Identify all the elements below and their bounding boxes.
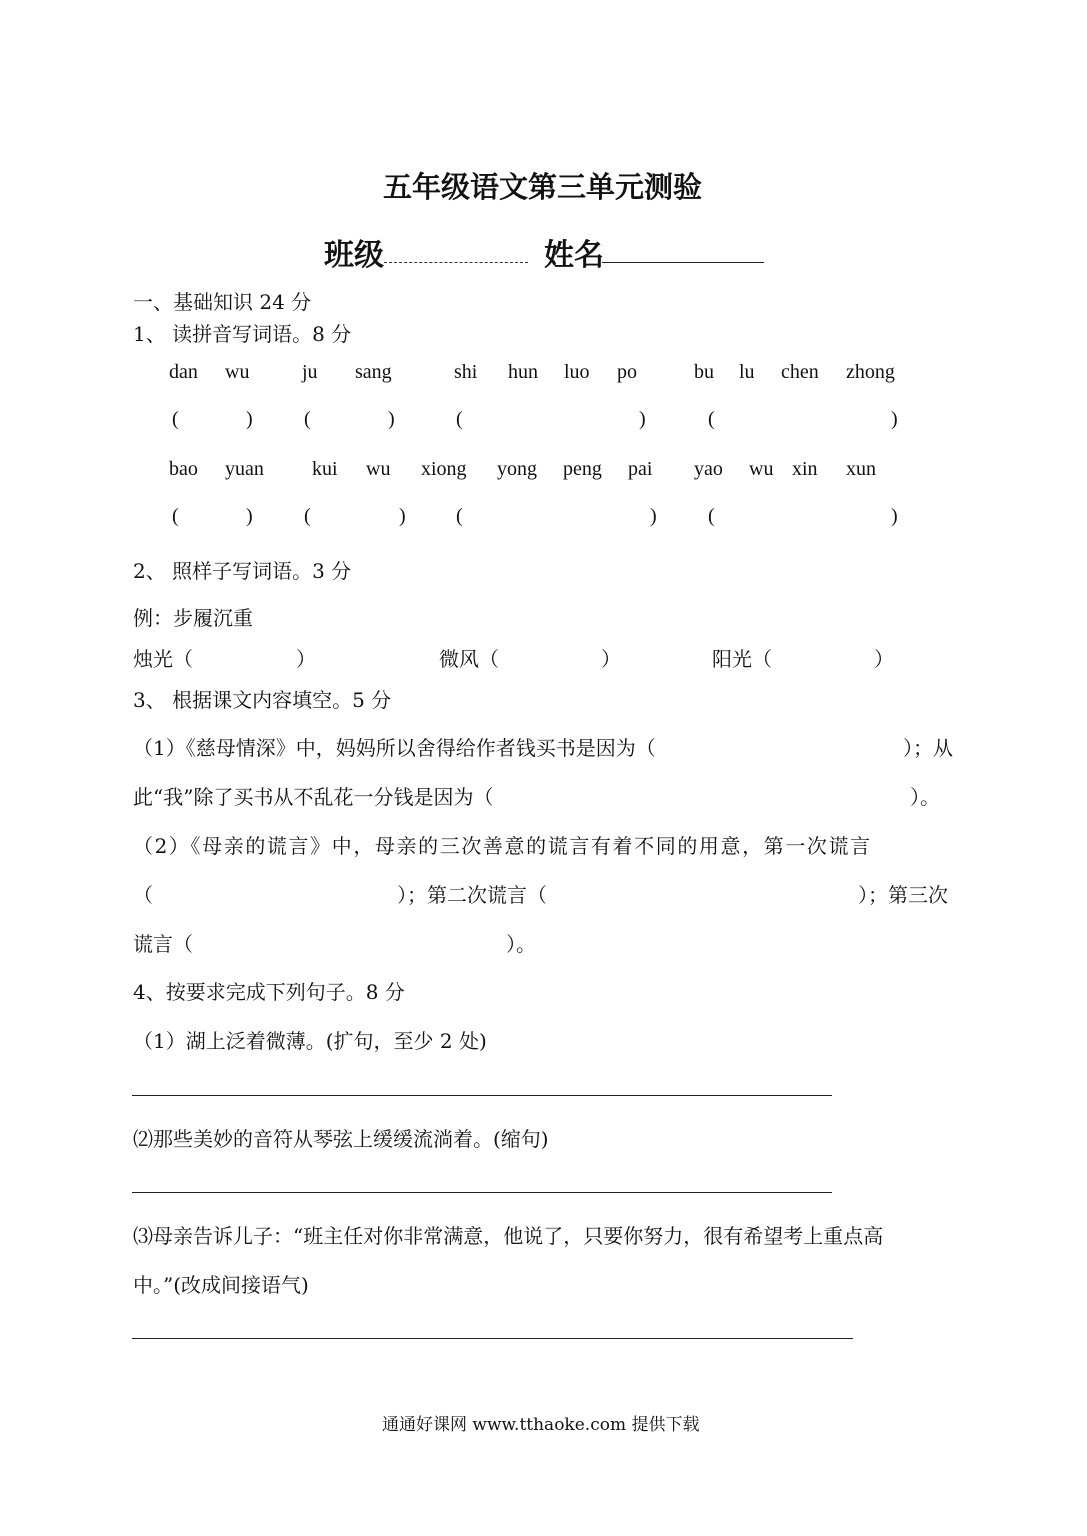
pinyin-syllable: lu <box>739 361 755 383</box>
question-3-heading: 3、 根据课文内容填空。5 分 <box>133 688 392 712</box>
fill-in-text: ）；从 <box>903 736 953 760</box>
word-prompt: 微风（ <box>439 647 499 671</box>
answer-line-1[interactable] <box>132 1095 832 1096</box>
name-label: 姓名 <box>544 238 604 273</box>
sentence-task-3-cont: 中。”(改成间接语气) <box>133 1273 309 1297</box>
fill-in-text: 此“我”除了买书从不乱花一分钱是因为（ <box>133 785 494 809</box>
word-prompt: 阳光（ <box>712 647 772 671</box>
word-prompt-close: ） <box>874 647 894 671</box>
answer-bracket-close: ) <box>650 505 657 527</box>
pinyin-syllable: sang <box>355 361 392 383</box>
word-prompt-close: ） <box>296 647 316 671</box>
answer-bracket-close: ) <box>399 505 406 527</box>
answer-line-2[interactable] <box>132 1192 832 1193</box>
answer-bracket-close: ) <box>388 408 395 430</box>
answer-line-3[interactable] <box>132 1338 853 1339</box>
question-2-heading: 2、 照样子写词语。3 分 <box>133 559 352 583</box>
pinyin-syllable: po <box>617 361 637 383</box>
section-heading: 一、基础知识 24 分 <box>133 290 312 314</box>
word-prompt-close: ） <box>601 647 621 671</box>
sentence-task-3: ⑶母亲告诉儿子：“班主任对你非常满意，他说了，只要你努力，很有希望考上重点高 <box>133 1224 884 1248</box>
class-label: 班级 <box>324 238 384 273</box>
pinyin-syllable: xun <box>846 458 876 480</box>
answer-bracket-open: ( <box>708 408 715 430</box>
pinyin-syllable: luo <box>564 361 590 383</box>
pinyin-syllable: shi <box>454 361 478 383</box>
pinyin-syllable: bao <box>169 458 198 480</box>
question-4-heading: 4、按要求完成下列句子。8 分 <box>133 980 405 1004</box>
pinyin-syllable: kui <box>312 458 338 480</box>
pinyin-syllable: yao <box>694 458 723 480</box>
pinyin-syllable: ju <box>302 361 318 383</box>
answer-bracket-close: ) <box>246 408 253 430</box>
class-blank[interactable] <box>384 262 528 263</box>
fill-in-text: 谎言（ <box>133 932 193 956</box>
fill-in-text: ）；第二次谎言（ <box>397 883 547 907</box>
footer-credit: 通通好课网 www.tthaoke.com 提供下载 <box>382 1415 700 1435</box>
answer-bracket-open: ( <box>456 505 463 527</box>
pinyin-syllable: yong <box>497 458 537 480</box>
question-2-example: 例：步履沉重 <box>133 606 253 630</box>
page-title: 五年级语文第三单元测验 <box>383 170 703 204</box>
answer-bracket-close: ) <box>891 505 898 527</box>
question-1-heading: 1、 读拼音写词语。8 分 <box>133 322 352 346</box>
pinyin-syllable: xin <box>792 458 818 480</box>
sentence-task-1: （1）湖上泛着微薄。(扩句，至少 2 处) <box>133 1029 487 1053</box>
answer-bracket-open: ( <box>456 408 463 430</box>
pinyin-syllable: wu <box>749 458 774 480</box>
fill-in-text: ）。 <box>910 785 940 809</box>
pinyin-syllable: peng <box>563 458 602 480</box>
pinyin-syllable: xiong <box>421 458 467 480</box>
sentence-task-2: ⑵那些美妙的音符从琴弦上缓缓流淌着。(缩句) <box>133 1127 549 1151</box>
answer-bracket-open: ( <box>304 408 311 430</box>
answer-bracket-close: ) <box>639 408 646 430</box>
pinyin-syllable: pai <box>628 458 653 480</box>
pinyin-syllable: dan <box>169 361 198 383</box>
pinyin-syllable: hun <box>508 361 538 383</box>
fill-in-text: （1）《慈母情深》中，妈妈所以舍得给作者钱买书是因为（ <box>133 736 656 760</box>
pinyin-syllable: wu <box>225 361 250 383</box>
word-prompt: 烛光（ <box>133 647 193 671</box>
answer-bracket-open: ( <box>172 408 179 430</box>
answer-bracket-close: ) <box>891 408 898 430</box>
name-blank[interactable] <box>602 262 764 263</box>
pinyin-syllable: yuan <box>225 458 264 480</box>
fill-in-text: ）。 <box>506 932 536 956</box>
answer-bracket-close: ) <box>246 505 253 527</box>
fill-in-text: （2）《母亲的谎言》中，母亲的三次善意的谎言有着不同的用意，第一次谎言 <box>133 834 872 858</box>
pinyin-syllable: bu <box>694 361 714 383</box>
pinyin-syllable: wu <box>366 458 391 480</box>
pinyin-syllable: chen <box>781 361 819 383</box>
answer-bracket-open: ( <box>708 505 715 527</box>
answer-bracket-open: ( <box>172 505 179 527</box>
fill-in-text: ）；第三次 <box>858 883 948 907</box>
answer-bracket-open: ( <box>304 505 311 527</box>
pinyin-syllable: zhong <box>846 361 895 383</box>
fill-in-text: （ <box>133 883 153 907</box>
